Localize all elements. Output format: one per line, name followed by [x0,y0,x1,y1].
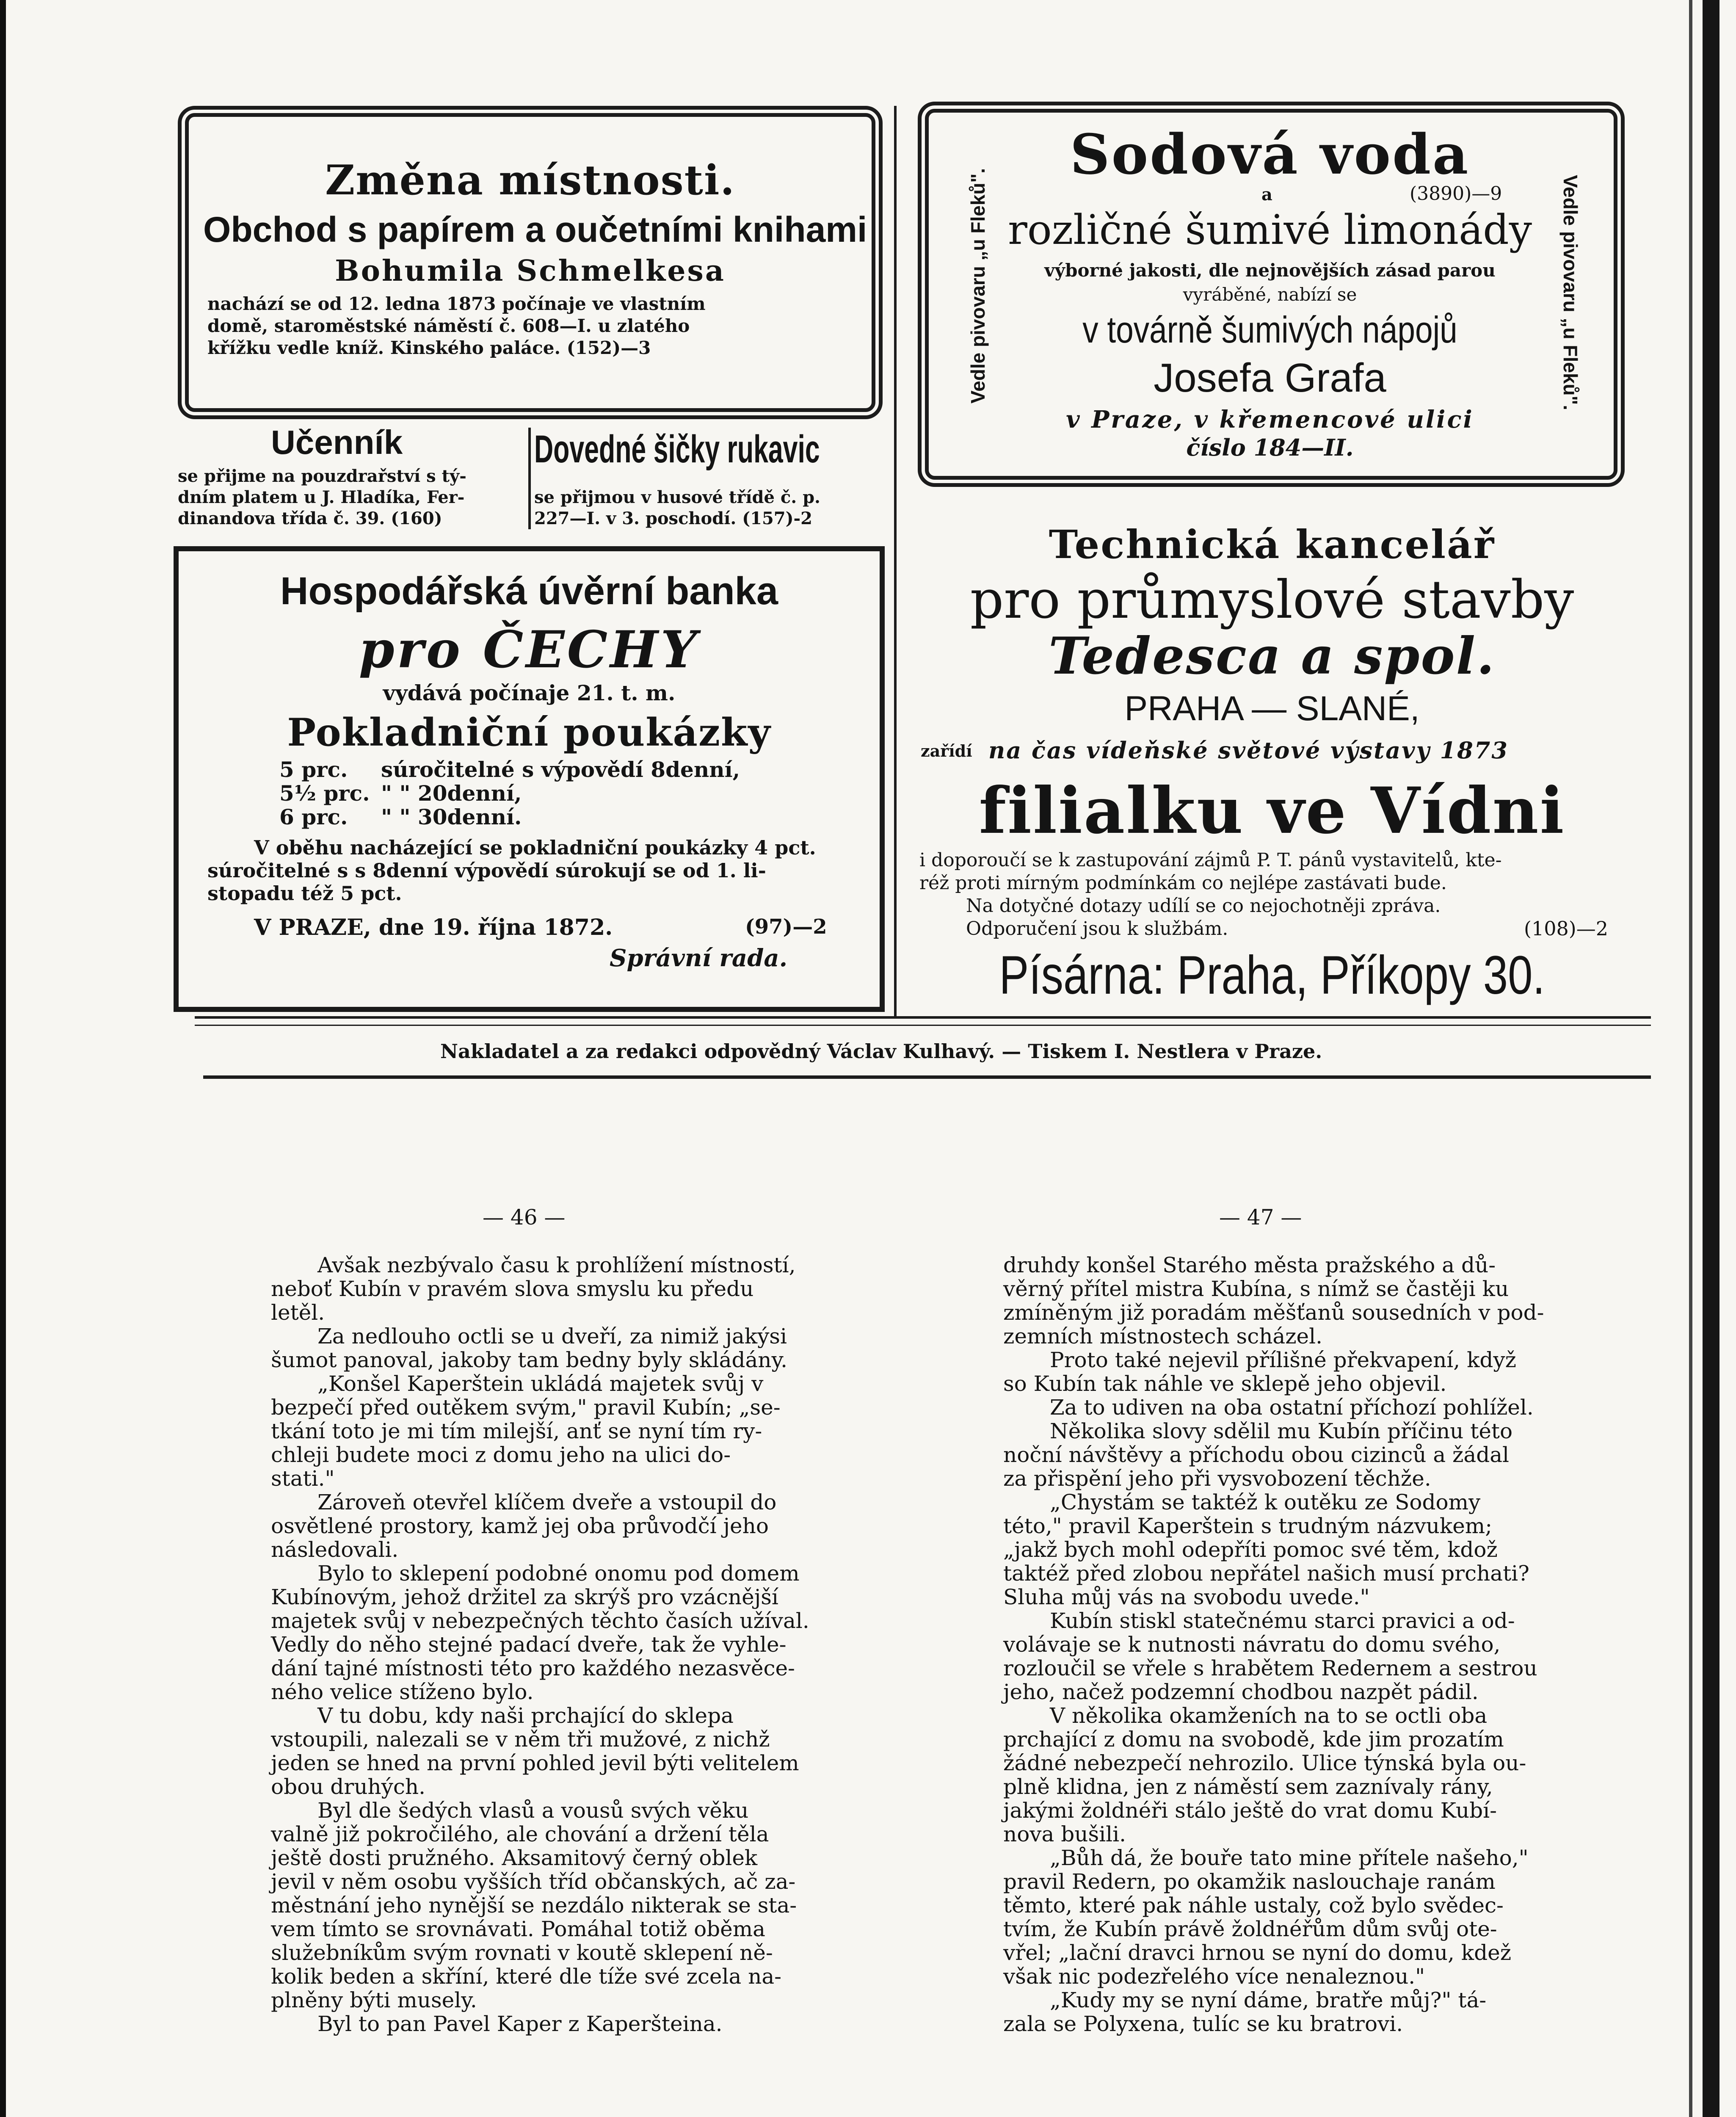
ad-sodova-title: Sodová voda [1070,122,1470,187]
ad-banka-rates [279,758,740,829]
ad-sicky-line: 227—I. v 3. poschodí. (157)-2 [534,509,812,528]
ad-zmena-owner: Bohumila Schmelkesa [335,254,726,288]
page-right-line: jeho, načež podzemní chodbou nazpět pádil. [1003,1680,1479,1704]
ad-sodova-side-left: Vedle pivovaru „u Fleků". [967,168,989,404]
page-right-line: plně klidna, jen z náměstí sem zaznívaly rány, [1003,1774,1493,1799]
ad-banka-rate-row [279,758,740,782]
page-left-line: šumot panoval, jakoby tam bedny byly skládány. [271,1348,787,1372]
page-left-line: služebníkům svým rovnati v koutě sklepení ně- [271,1940,773,1965]
page-right-line: však nic podezřelého více nenaleznou." [1003,1964,1425,1989]
page-right-line: žádné nebezpečí nehrozilo. Ulice týnská byla ou- [1003,1751,1526,1775]
imprint: Nakladatel a za redakci odpovědný Václav Kulhavý. — Tiskem I. Nestlera v Praze. [440,1040,1322,1063]
rule-bottom [203,1075,1651,1079]
page-right-line: tvím, že Kubín právě žoldnéřům dům svůj ote- [1003,1917,1497,1941]
page-right-line: za přispění jeho při vysvobození těchže. [1003,1466,1431,1491]
page-right-text [1003,1253,1544,2036]
ad-tech-line: i doporoučí se k zastupování zájmů P. T. pánů vystavitelů, kte- [919,849,1502,871]
ad-zmena-subtitle: Obchod s papírem a oučetními knihami [203,210,867,249]
page-number-left: — 46 — [483,1205,566,1230]
page-right-line: „jakž bych mohl odepříti pomoc své těm, kdož [1003,1537,1498,1562]
page-left-line: V tu dobu, kdy naši prchající do sklepa [317,1703,734,1728]
page-left-line: neboť Kubín v pravém slova smyslu ku předu [271,1277,754,1301]
ad-sodova-code: (3890)—9 [1410,183,1502,205]
ad-tech-zridi-pre: zařídí [921,741,972,760]
page-right-line: Proto také nejevil přílišné překvapení, když [1050,1348,1516,1372]
page-right-line: Sluha můj vás na svobodu uvede." [1003,1585,1370,1609]
ad-sodova-addr: v Praze, v křemencové ulici [1066,406,1474,434]
ad-zmena-line: domě, staroměstské náměstí č. 608—I. u zlatého [207,315,690,336]
ad-banka-place: V PRAZE, dne 19. října 1872. [254,915,613,940]
rule-top-2 [195,1025,1651,1026]
ad-tech-sub: pro průmyslové stavby [970,569,1574,630]
page-right-line: prchající z domu na svobodě, kde jim prozatím [1003,1727,1504,1752]
page-left-line: tkání toto je mi tím milejší, anť se nyní tím ry- [271,1419,762,1443]
ad-banka-term: " " 30denní. [381,804,522,829]
ad-tech-line: Odporučení jsou k službám. [966,918,1228,940]
page-left-line: Byl to pan Pavel Kaper z Kaperšteina. [317,2012,723,2036]
page-left-line: bezpečí před outěkem svým," pravil Kubín; „se- [271,1395,781,1420]
ad-banka-line: stopadu též 5 pct. [207,882,402,905]
scan-edge-right [1703,0,1719,2117]
ad-banka-product: Pokladniční poukázky [287,710,771,755]
scan-edge-right-inner [1689,0,1692,2117]
ad-ucennik-body [178,466,466,529]
ad-zmena-line: nachází se od 12. ledna 1873 počínaje ve vlastním [207,293,706,314]
page-left-line: vem tímto se srovnávati. Pomáhal totiž oběma [271,1917,765,1941]
page-right-line: nova bušili. [1003,1822,1126,1846]
page-right-line: zala se Polyxena, tulíc se ku bratrovi. [1003,2012,1403,2036]
page-right-line: druhdy konšel Starého města pražského a dů- [1003,1253,1496,1277]
page-left-line: „Konšel Kaperštein ukládá majetek svůj v [317,1371,764,1396]
ad-sodova-owner: Josefa Grafa [1154,355,1386,401]
page-left-line: plněny býti musely. [271,1988,477,2012]
ad-tech-filial: filialku ve Vídni [979,774,1565,848]
page-left-line: Vedly do něho stejné padací dveře, tak že vyhle- [271,1632,787,1657]
ad-sicky-line: se přijmou v husové třídě č. p. [534,487,820,507]
page-right-line: těmto, které pak náhle ustaly, což bylo svědec- [1003,1893,1504,1918]
page-right-line: zmíněným již poradám měšťanů sousedních v pod- [1003,1300,1544,1325]
page-left-line: městnání jeho nynější se nezdálo nikterak se sta- [271,1893,797,1918]
ad-tech-firm: Tedesca a spol. [1049,626,1496,686]
ad-ucennik-line: dním platem u J. Hladíka, Fer- [178,487,465,507]
ad-tech-office: Písárna: Praha, Příkopy 30. [999,945,1545,1006]
page-left-line: obou druhých. [271,1774,425,1799]
ad-sodova-a: a [1261,185,1272,205]
ad-banka-rate-row [279,805,740,829]
page-right-line: „Kudy my se nyní dáme, bratře můj?" tá- [1050,1988,1487,2012]
ad-banka-issues: vydává počínaje 21. t. m. [383,680,676,705]
page-right-line: pravil Redern, po okamžik naslouchaje ranám [1003,1869,1496,1894]
ad-tech-zridi: na čas vídeňské světové výstavy 1873 [988,737,1509,764]
ad-banka-rate: 5½ prc. [279,781,370,806]
ad-sodova-line2: vyráběné, nabízí se [1183,284,1357,305]
page-right-line: Za to udiven na oba ostatní příchozí pohlížel. [1050,1395,1534,1420]
ad-divider [528,428,531,529]
rule-top [195,1016,1651,1019]
page-right-line: Několika slovy sdělil mu Kubín příčinu této [1050,1419,1513,1443]
ad-sodova-side-right: Vedle pivovaru „u Fleků". [1559,175,1581,411]
page-right-line: rozloučil se vřele s hrabětem Redernem a sestrou [1003,1656,1537,1680]
page-right-line: „Chystám se taktéž k outěku ze Sodomy [1050,1490,1481,1515]
ad-banka-signature: Správní rada. [610,944,788,972]
page-right-line: věrný přítel mistra Kubína, s nímž se častěji ku [1003,1277,1509,1301]
ad-sodova-sub: rozličné šumivé limonády [1008,206,1532,254]
scan-edge-left [0,0,6,2117]
ad-banka-rate: 6 prc. [279,804,348,829]
page-left-line: Avšak nezbývalo času k prohlížení místností, [317,1253,796,1277]
ad-banka-line: V oběhu nacházející se pokladniční poukázky 4 pct. [254,836,816,859]
page-left-line: kolik beden a skříní, které dle tíže své zcela na- [271,1964,782,1989]
page-left-line: stati." [271,1466,335,1491]
page-right-line: vřel; „lační dravci hrnou se nyní do domu, kdež [1003,1940,1512,1965]
ad-sodova-num: číslo 184—II. [1186,434,1354,461]
ad-banka-name: pro ČECHY [359,620,700,680]
page-left-line: osvětlené prostory, kamž jej oba průvodčí jeho [271,1514,769,1538]
page-left-line: Zároveň otevřel klíčem dveře a vstoupil do [317,1490,777,1515]
page-left-line: vstoupili, nalezali se v něm tři mužové, z nichž [271,1727,770,1752]
page-left-line: Bylo to sklepení podobné onomu pod domem [317,1561,800,1586]
page-left-line: letěl. [271,1300,325,1325]
ad-banka-line: súročitelné s s 8denní výpovědí súrokují se od 1. li- [207,859,766,882]
page-left-line: jeden se hned na první pohled jevil býti velitelem [271,1751,799,1775]
ad-tech-code: (108)—2 [1524,917,1608,940]
ad-banka-code: (97)—2 [745,915,827,939]
ad-banka-rate: 5 prc. [279,757,348,782]
page-left-line: Kubínovým, jehož držitel za skrýš pro vzácnější [271,1585,778,1609]
page-left-text [271,1253,809,2036]
ad-sodova-line1: výborné jakosti, dle nejnovějších zásad parou [1044,260,1496,281]
ad-zmena-title: Změna místnosti. [325,156,735,204]
ad-banka-rate-row [279,782,740,805]
ad-banka-title: Hospodářská úvěrní banka [280,569,778,613]
page-right-line: Kubín stiskl statečnému starci pravici a od- [1050,1608,1515,1633]
page-left-line: Za nedlouho octli se u dveří, za nimiž jakýsi [317,1324,787,1349]
page-left-line: ještě dosti pružného. Aksamitový černý oblek [271,1846,758,1870]
ad-banka-term: " " 20denní, [381,781,522,806]
page-left-line: ného velice stíženo bylo. [271,1680,534,1704]
ad-zmena-body [207,293,706,359]
page-right-line: jakými žoldnéři stálo ještě do vrat domu Kubí- [1003,1798,1497,1823]
page-left-line: jevil v něm osobu vyšších tříd občanských, ač za- [271,1869,796,1894]
ad-sodova-line3: v továrně šumivých nápojů [1082,309,1457,351]
page-right-line: volávaje se k nutnosti návratu do domu svého, [1003,1632,1501,1657]
page-right-line: „Bůh dá, že bouře tato mine přítele našeho," [1050,1846,1529,1870]
ad-banka-body [207,836,816,905]
page-right-line: V několika okamženích na to se octli oba [1050,1703,1488,1728]
page-left-line: chleji budete moci z domu jeho na ulici do- [271,1443,731,1467]
page-left-line: následovali. [271,1537,399,1562]
ad-tech-place: PRAHA — SLANÉ, [1124,689,1420,728]
page-right-line: této," pravil Kaperštein s trudným názvukem; [1003,1514,1493,1538]
ad-sicky-title: Dovedné šičky rukavic [534,428,820,471]
ad-ucennik-line: dinandova třída č. 39. (160) [178,509,442,528]
page-number-right: — 47 — [1219,1205,1302,1230]
ad-column-separator [894,106,897,1016]
ad-tech-line: Na dotyčné dotazy udílí se co nejochotněji zpráva. [966,895,1441,917]
ad-tech-title: Technická kancelář [1049,522,1496,567]
page-left-line: Byl dle šedých vlasů a vousů svých věku [317,1798,749,1823]
ad-tech-body [919,849,1502,940]
page-right-line: zemních místnostech scházel. [1003,1324,1323,1349]
ad-banka-term: súročitelné s výpovědí 8denní, [381,757,740,782]
ad-ucennik-title: Učenník [271,423,403,461]
ad-zmena-line: křížku vedle kníž. Kinského paláce. (152)—3 [207,337,651,358]
page-left-line: valně již pokročilého, ale chování a držení těla [271,1822,769,1846]
page-left-line: majetek svůj v nebezpečných těchto časích užíval. [271,1608,809,1633]
ad-sicky-body [534,487,820,529]
page-right-line: taktéž před zlobou nepřátel našich musí prchati? [1003,1561,1529,1586]
ad-tech-line: réž proti mírným podmínkám co nejlépe zastávati bude. [919,872,1447,894]
page-left-line: dání tajné místnosti této pro každého nezasvěce- [271,1656,795,1680]
page-right-line: noční návštěvy a příchodu obou cizinců a žádal [1003,1443,1509,1467]
ad-ucennik-line: se přijme na pouzdrařství s tý- [178,466,466,486]
page-right-line: so Kubín tak náhle ve sklepě jeho objevil. [1003,1371,1447,1396]
